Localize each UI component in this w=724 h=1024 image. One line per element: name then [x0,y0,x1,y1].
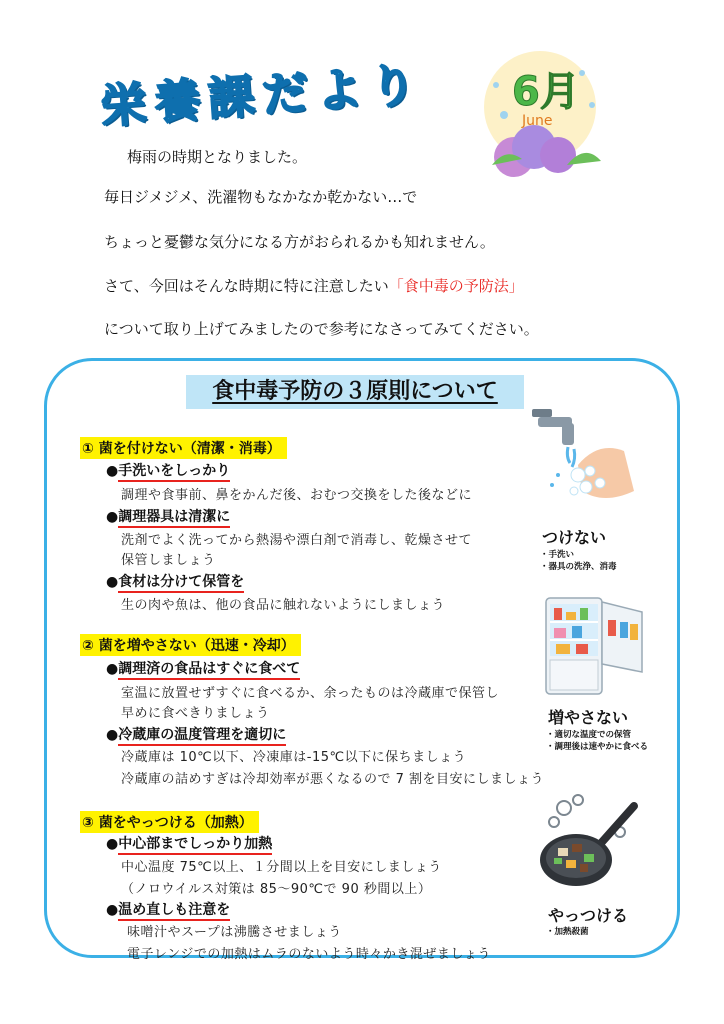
intro-line-4 [104,275,524,296]
section-2-item-1-head [106,658,300,678]
section-2-item-2-line-1: 冷蔵庫は 10℃以下、冷凍庫は-15℃以下に保ちましょう [121,750,467,765]
intro-line-3: ちょっと憂鬱な気分になる方がおられるかも知れません。 [104,233,495,251]
bullet-icon: ● [106,661,119,677]
june-badge-hydrangea-icon [472,45,612,185]
frying-pan-icon [536,792,640,892]
section-1-item-2-line-2: 保管しましょう [121,553,216,568]
caption-3-title: やっつける [548,906,629,925]
newsletter-title: 栄養課だより [98,57,426,134]
item-head: 調理済の食品はすぐに食べて [118,661,300,680]
caption-1-note-2: ・器具の洗浄、消毒 [540,562,617,572]
item-head: 中心部までしっかり加熱 [118,836,272,855]
section-3-item-2-line-1: 味噌汁やスープは沸騰させましょう [127,925,342,940]
caption-3-note-1: ・加熱殺菌 [546,927,589,937]
section-2-title: ② 菌を増やさない（迅速・冷却） [80,634,301,656]
item-head: 冷蔵庫の温度管理を適切に [118,727,286,746]
caption-1-title: つけない [542,528,607,547]
section-3-item-2-line-2: 電子レンジでの加熱はムラのないよう時々かき混ぜましょう [127,947,491,962]
section-3-item-1-line-1: 中心温度 75℃以上、１分間以上を目安にしましょう [121,860,442,875]
section-1-item-2-line-1: 洗剤でよく洗ってから熱湯や漂白剤で消毒し、乾燥させて [121,533,473,548]
fridge-icon [542,596,650,696]
item-head: 食材は分けて保管を [118,574,244,593]
bullet-icon: ● [106,836,119,852]
item-head: 調理器具は清潔に [118,509,230,528]
item-head: 温め直しも注意を [118,902,230,921]
section-2-item-2-line-2: 冷蔵庫の詰めすぎは冷却効率が悪くなるので 7 割を目安にしましょう [121,772,545,787]
section-3-item-2-head [106,899,230,919]
intro-line-5: について取り上げてみましたので参考になさってみてください。 [104,320,539,338]
section-3-item-1-head [106,833,272,853]
section-2-item-2-head [106,724,286,744]
caption-1-note-1: ・手洗い [540,550,575,560]
section-1-item-3-line-1: 生の肉や魚は、他の食品に触れないようにしましょう [121,598,446,613]
handwash-icon [528,405,638,515]
section-1-item-1-line-1: 調理や食事前、鼻をかんだ後、おむつ交換をした後などに [121,488,473,503]
bullet-icon: ● [106,574,119,590]
bullet-icon: ● [106,902,119,918]
item-head: 手洗いをしっかり [118,463,230,482]
section-3-item-1-line-2: （ノロウイルス対策は 85～90℃で 90 秒間以上） [121,882,432,897]
badge-en: June [522,113,553,129]
section-1-title: ① 菌を付けない（清潔・消毒） [80,437,287,459]
bullet-icon: ● [106,509,119,525]
badge-month: 6月 [512,69,580,115]
section-1-item-2-head [106,506,230,526]
section-2-item-1-line-2: 早めに食べきりましょう [121,706,270,721]
section-2-item-1-line-1: 室温に放置せずすぐに食べるか、余ったものは冷蔵庫で保管し [121,686,500,701]
bullet-icon: ● [106,463,119,479]
section-1-item-1-head [106,460,230,480]
section-3-title: ③ 菌をやっつける（加熱） [80,811,259,833]
intro-line-1: 梅雨の時期となりました。 [127,148,308,166]
caption-2-note-1: ・適切な温度での保管 [546,730,632,740]
intro-highlight: 「食中毒の予防法」 [388,277,524,295]
intro-line-2: 毎日ジメジメ、洗濯物もなかなか乾かない…で [104,188,418,206]
bullet-icon: ● [106,727,119,743]
panel-heading: 食中毒予防の３原則について [186,375,524,409]
intro-line-4-text: さて、今回はそんな時期に特に注意したい [104,277,389,295]
caption-2-title: 増やさない [548,708,629,727]
section-1-item-3-head [106,571,244,591]
caption-2-note-2: ・調理後は速やかに食べる [546,742,649,752]
